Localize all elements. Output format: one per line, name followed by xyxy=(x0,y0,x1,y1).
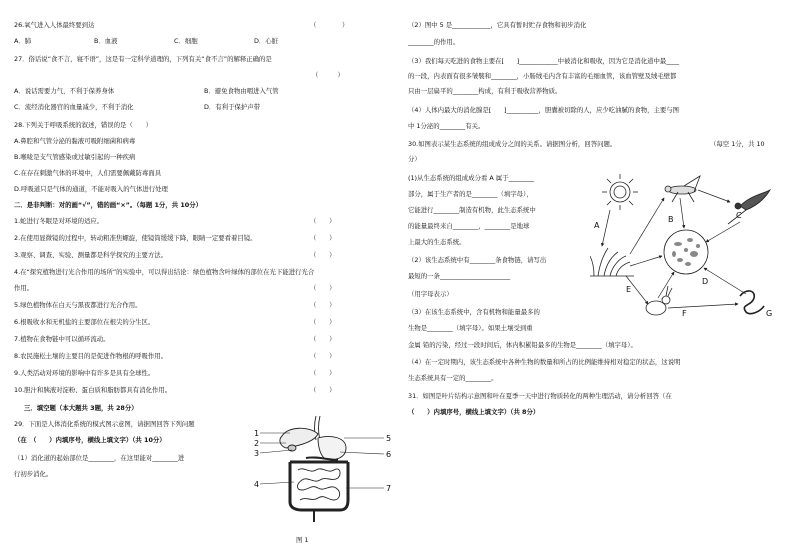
tf-item-10: 10.胆汁和胰液对淀粉、蛋白质和脂肪都具有消化作用。 xyxy=(14,386,172,394)
bird-icon xyxy=(728,190,770,224)
q29-part1-line2: 行初步消化。 xyxy=(14,470,53,478)
tf-answer-8[interactable]: （ ） xyxy=(310,352,336,360)
q27-option-d[interactable]: D．有利于保护声带 xyxy=(204,103,261,111)
tf-item-9: 9.人类活动对环境的影响中有许多是具有全球性。 xyxy=(14,369,155,377)
tf-item-4-cont: 作用。 xyxy=(14,284,34,292)
tf-item-6: 6.根吸收水和无机盐的主要部位在根尖的分生区。 xyxy=(14,318,155,326)
q30-part1-line3[interactable]: 它能进行________制造有机物，此生态系统中 xyxy=(408,206,536,214)
q28-option-a[interactable]: A.鼻腔和气管分泌的黏液可吸附细菌和病毒 xyxy=(14,137,136,145)
section-2-title: 二．是非判断：对的画“√”，错的画“×”。（每题 1分，共 10分） xyxy=(14,201,202,209)
fig-label-6: 6 xyxy=(386,450,392,459)
fig-label-2: 2 xyxy=(254,439,260,448)
fig-label-5: 5 xyxy=(386,434,392,443)
q26-option-b[interactable]: B．血液 xyxy=(94,37,118,45)
q30-part2-line1[interactable]: （2）该生态系统中有________条食物链，请写出 xyxy=(408,256,547,264)
q30-part2-line2[interactable]: 最短的一条______________________ xyxy=(408,272,511,280)
grass-icon xyxy=(590,248,634,276)
q27-option-c[interactable]: C．流经消化器官的血量减少，不利于消化 xyxy=(14,103,134,111)
tf-answer-5[interactable]: （ ） xyxy=(310,301,336,309)
q30-part4-line2[interactable]: 生态系统具有一定的________。 xyxy=(408,374,498,382)
eco-label-b: B xyxy=(668,215,674,224)
tf-item-3: 3.观察、调查、实验、测量都是科学探究的主要方法。 xyxy=(14,251,168,259)
eco-label-c: C xyxy=(736,211,742,220)
q26-answer-paren[interactable]: （ ） xyxy=(310,21,349,29)
fig-label-7: 7 xyxy=(386,484,392,493)
q29-hint: （在 （ ）内填序号，横线上填文字）（共 10分） xyxy=(14,436,166,444)
tf-answer-3[interactable]: （ ） xyxy=(310,251,336,259)
tf-item-4: 4.在“探究植物进行光合作用的场所”的实验中，可以得出结论：绿色植物含叶绿体的部位在光下能进行光合 xyxy=(14,268,315,276)
q29-intro: 29．下面是人体消化系统的模式图示意图，请据图回答下列问题 xyxy=(14,420,195,428)
q30-part3-line3[interactable]: 金属 铅的污染，经过一段时间后，体内积累铅最多的生物是________（填字母）。 xyxy=(408,341,637,349)
q29-part4-line1[interactable]: （4）人体内最大的消化腺是[ ]__________，胆囊被切除的人，应少吃油腻的食物，主要与图 xyxy=(408,106,680,114)
q27-answer-paren[interactable]: （ ） xyxy=(312,71,344,79)
q30-part2-line3: （用字母表示） xyxy=(408,290,453,298)
q28-option-c[interactable]: C.在存在刺激气体的环境中，人们需要佩戴防毒面具 xyxy=(14,169,162,177)
q30-part3-line1: （3）在该生态系统中，含有机物和能量最多的 xyxy=(408,308,540,316)
q29-part2-line2[interactable]: ________的作用。 xyxy=(408,38,460,46)
q30-part1-line2[interactable]: 部分，属于生产者的是________（填字母）， xyxy=(408,190,533,198)
sun-icon xyxy=(602,174,638,210)
section-3-title: 三．填空题（本大题共 3题，共 28分） xyxy=(24,404,138,412)
tf-item-8: 8.农民施松土壤的主要目的是促进作物根的呼吸作用。 xyxy=(14,352,168,360)
q30-part1-line5: 上最大的生态系统。 xyxy=(408,238,466,246)
tf-answer-2[interactable]: （ ） xyxy=(310,234,336,242)
tf-answer-7[interactable]: （ ） xyxy=(310,335,336,343)
tf-answer-1[interactable]: （ ） xyxy=(310,217,336,225)
q26-option-a[interactable]: A．肺 xyxy=(14,37,32,45)
q29-part1-line1[interactable]: （1）消化道的起始部位是________，在这里能对________进 xyxy=(14,454,185,462)
eco-label-f: F xyxy=(682,309,687,318)
q30-part3-line2[interactable]: 生物是________（填字母）。如果土壤受到重 xyxy=(408,324,533,332)
q28-stem: 28.下列关于呼吸系统的叙述，错误的是（ ） xyxy=(14,121,152,129)
grasshopper-icon xyxy=(665,176,700,202)
tf-answer-6[interactable]: （ ） xyxy=(310,318,336,326)
tf-answer-10[interactable]: （ ） xyxy=(310,386,336,394)
q29-part3-line2[interactable]: 的一段，内表面有很多皱襞和________，小肠绒毛内含有丰富的毛细血管，该血管壁及绒毛壁都 xyxy=(408,72,677,80)
q26-option-d[interactable]: D．心脏 xyxy=(254,37,279,45)
rabbit-icon xyxy=(646,286,672,315)
fig-label-1: 1 xyxy=(254,429,260,438)
q30-part1-line4[interactable]: 的能量最终来自________，________是地球 xyxy=(408,222,530,230)
fig-label-4: 4 xyxy=(254,480,260,489)
q29-part3-line1[interactable]: （3）我们每天吃进的食物主要在[ ]____________中被消化和吸收，因为它是消化道中最____ xyxy=(408,57,680,65)
tf-answer-4[interactable]: （ ） xyxy=(310,284,336,292)
eco-label-g: G xyxy=(766,309,773,318)
eco-label-a: A xyxy=(594,221,600,230)
q30-intro: 30.如图表示某生态系统的组成成分之间的关系。请据图分析，回答问题。 xyxy=(408,140,617,148)
q29-part4-line2[interactable]: 中 1分泌的________有关。 xyxy=(408,122,485,130)
fig-label-3: 3 xyxy=(254,449,260,458)
decomposer-icon xyxy=(664,230,708,274)
figure-caption: 图 1 xyxy=(296,536,309,544)
tf-item-1: 1.蛇进行冬眠是对环境的适应。 xyxy=(14,217,104,225)
tf-item-5: 5.绿色植物体在白天与黑夜都进行光合作用。 xyxy=(14,301,142,309)
q27-option-a[interactable]: A．说话需要力气，不利于保养身体 xyxy=(14,87,115,95)
q27-option-b[interactable]: B．避免食物由咽进入气管 xyxy=(204,87,279,95)
snake-icon xyxy=(740,291,764,314)
q26-option-c[interactable]: C．细胞 xyxy=(174,37,198,45)
tf-item-7: 7.植物在食物链中可以循环流动。 xyxy=(14,335,110,343)
eco-label-e: E xyxy=(626,285,632,294)
q29-part3-line3[interactable]: 只由一层扁平的________构成，有利于吸收营养物质。 xyxy=(408,87,562,95)
digestive-system-figure xyxy=(254,410,394,538)
q28-option-b[interactable]: B.喉咙是支气管感染或过敏引起的一种疾病 xyxy=(14,153,136,161)
q29-part2-line1[interactable]: （2）图中 5 是____________，它具有暂时贮存食物和初步消化 xyxy=(408,21,587,29)
q30-part4-line1: （4）在一定时期内，该生态系统中各种生物的数量和所占的比例能维持相对稳定的状态，这说明 xyxy=(408,358,681,366)
q30-score: （每空 1分，共 10 xyxy=(710,140,765,148)
q31-intro-line1: 31．如图是叶片结构示意图和叶在夏季一天中进行物质转化的两种生理活动，请分析回答（在 xyxy=(408,392,672,400)
ecosystem-diagram xyxy=(590,170,786,320)
q27-stem: 27．俗话说“食不言，寝不语”，这是有一定科学道理的，下列有关“食不言”的解释正确的是 xyxy=(14,55,272,63)
eco-label-d: D xyxy=(702,277,709,286)
q30-part1-line1[interactable]: (1)从生态系统的组成成分看 A 属于________ xyxy=(408,174,535,182)
q31-intro-line2: （ ）内填序号，横线上填文字）（共 8分） xyxy=(408,408,540,416)
tf-answer-9[interactable]: （ ） xyxy=(310,369,336,377)
tf-item-2: 2.在使用显微镜的过程中，转动粗准焦螺旋，使镜筒缓缓下降，眼睛一定要看着目镜。 xyxy=(14,234,257,242)
q26-stem: 26.氧气进入人体最终要到达 xyxy=(14,21,95,29)
q30-score-cont: 分） xyxy=(408,155,421,163)
q28-option-d[interactable]: D.呼吸道只是气体的通道，不能对吸入的气体进行处理 xyxy=(14,185,168,193)
